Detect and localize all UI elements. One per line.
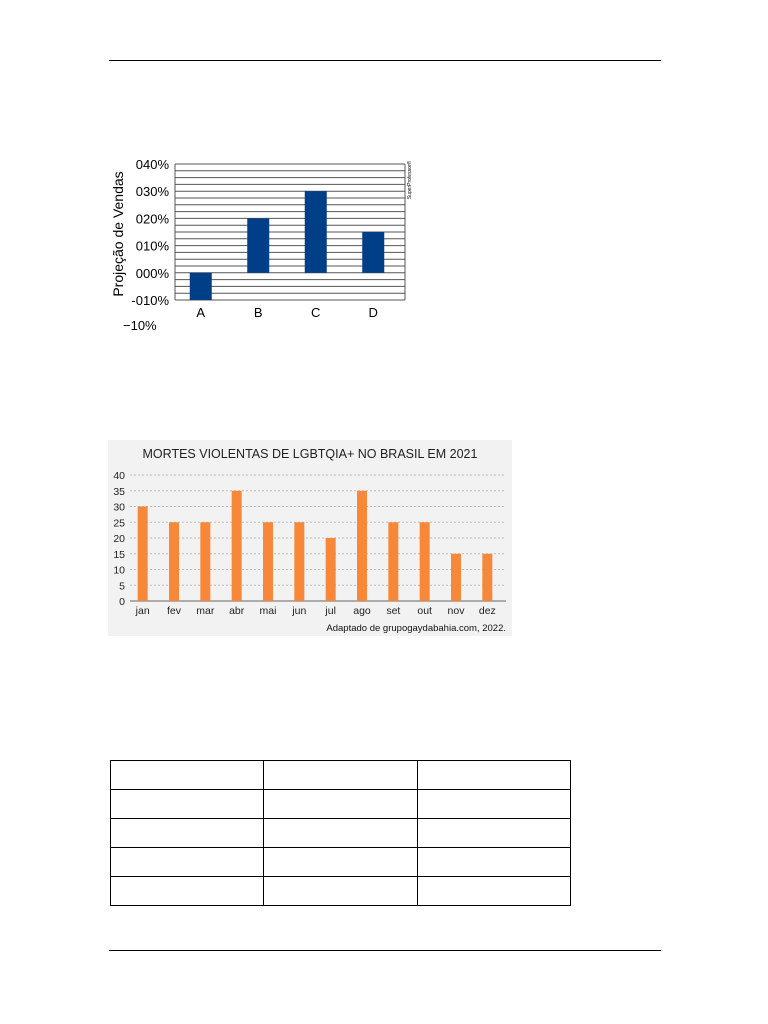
chart2-y-tick-label: 10 [113,564,125,577]
chart1-y-tick-label: 040% [135,157,169,172]
table-cell [264,761,417,790]
chart2-x-tick-label: ago [353,605,371,617]
table-cell [264,877,417,906]
table-cell [417,790,570,819]
chart2-x-tick-label: mai [259,605,277,617]
chart1-y-tick-label: 020% [135,211,169,227]
chart2-bar-fev [169,522,179,601]
chart1-bar-C [305,191,327,273]
chart2-x-tick-label: fev [166,605,182,617]
chart2-x-tick-label: abr [229,605,245,617]
table-cell [264,790,417,819]
chart2-bar-ago [357,491,367,601]
table-row [111,819,571,848]
chart2-x-tick-label: set [386,605,401,617]
chart1-y-ticks [131,157,169,308]
chart2-x-tick-label: jan [135,605,150,617]
empty-table [110,760,571,906]
chart2-bar-dez [482,554,492,601]
chart1-y-tick-label: 030% [135,184,169,200]
sales-projection-chart [105,150,425,340]
chart2-y-tick-label: 5 [119,580,125,593]
footer-rule [109,950,661,951]
chart2-y-tick-label: 35 [113,485,125,498]
chart2-source: Adaptado de grupogaydabahia.com, 2022. [326,623,506,634]
table-row [111,848,571,877]
chart1-extra-tick-label: −10% [123,318,157,333]
chart2-bar-out [420,522,430,601]
chart2-x-tick-label: out [417,605,432,617]
chart2-x-tick-label: dez [478,605,496,617]
chart2-x-tick-label: jul [325,605,336,617]
chart2-y-tick-label: 20 [113,533,125,545]
chart1-x-tick-label: A [196,305,206,320]
chart1-x-tick-label: B [253,305,263,320]
chart2-bar-set [388,522,398,601]
chart1-bar-A [190,273,212,300]
chart2-bar-nov [451,554,461,601]
table-cell [417,761,570,790]
chart1-x-tick-label: D [368,305,378,320]
table-cell [111,819,264,848]
chart2-bar-jun [294,522,304,601]
table-cell [111,848,264,877]
chart2-y-tick-label: 15 [113,548,125,561]
header-rule [109,60,661,61]
chart2-bar-jul [326,538,336,601]
table-cell [417,819,570,848]
lgbt-deaths-chart [108,440,512,636]
table-row [111,761,571,790]
chart1-bar-B [247,218,269,272]
table-row [111,790,571,819]
table-row [111,877,571,906]
chart1-y-tick-label: 010% [135,238,169,254]
chart2-x-tick-label: jun [292,605,307,617]
chart1-y-tick-label: 000% [135,265,169,281]
chart1-credit: SuperProfessor® [407,160,413,200]
chart2-x-tick-label: nov [447,605,465,617]
chart2-title: MORTES VIOLENTAS DE LGBTQIA+ NO BRASIL EM 2021 [142,447,478,461]
chart1-x-tick-label: C [311,305,321,320]
table-cell [264,819,417,848]
chart1-x-ticks [196,305,378,320]
table-cell [417,877,570,906]
table-cell [111,790,264,819]
chart2-x-tick-label: mar [196,605,215,617]
table-cell [417,848,570,877]
chart2-y-tick-label: 40 [113,470,125,482]
table-cell [264,848,417,877]
table-cell [111,761,264,790]
chart2-bar-mai [263,522,273,601]
chart2-bar-abr [232,491,242,601]
chart2-y-tick-label: 0 [119,596,125,608]
chart1-y-tick-label: -010% [131,293,169,308]
table-cell [111,877,264,906]
chart2-y-tick-label: 25 [113,517,125,530]
chart2-y-tick-label: 30 [113,501,125,514]
chart1-bar-D [362,232,384,273]
chart1-y-axis-label: Projeção de Vendas [110,171,126,297]
chart2-bar-mar [200,522,210,601]
chart2-bar-jan [138,507,148,602]
